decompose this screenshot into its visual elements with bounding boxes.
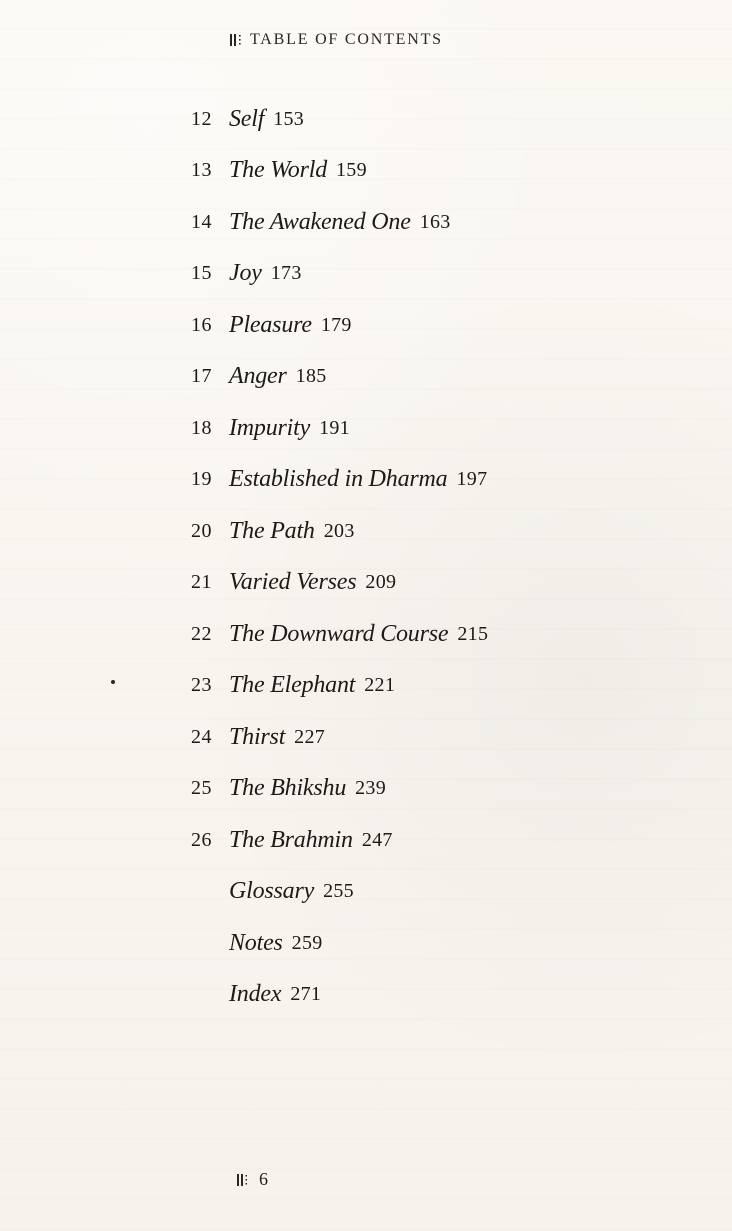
toc-title: Thirst [229, 723, 286, 750]
toc-entry [191, 917, 571, 969]
toc-entry [191, 93, 571, 145]
toc-title: Varied Verses [229, 569, 357, 596]
toc-entry [191, 969, 571, 1021]
toc-page-number: 173 [270, 262, 302, 285]
toc-page-number: 227 [294, 725, 326, 748]
toc-entry [191, 299, 571, 351]
toc-page-number: 159 [336, 159, 367, 182]
toc-number: 25 [191, 777, 212, 800]
toc-title: Established in Dharma [229, 466, 448, 493]
toc-entry [191, 351, 571, 403]
toc-number: 12 [191, 107, 212, 130]
toc-title: The Downward Course [229, 620, 449, 647]
toc-page-number: 179 [320, 313, 352, 336]
toc-page-number: 185 [295, 365, 327, 388]
running-header [228, 31, 443, 49]
toc-entry [191, 866, 571, 918]
toc-entry [191, 505, 571, 557]
toc-page-number: 259 [291, 931, 323, 954]
toc-entry [191, 196, 571, 248]
toc-entry [191, 402, 571, 454]
running-header-label: TABLE OF CONTENTS [250, 31, 443, 48]
toc-number: 23 [191, 674, 212, 697]
toc-page-number: 255 [323, 880, 354, 903]
toc-number: 24 [191, 725, 212, 748]
toc-title: Self [229, 105, 265, 132]
toc-page-number: 191 [319, 416, 350, 439]
toc-page-number: 197 [456, 468, 488, 491]
toc-number: 13 [191, 159, 212, 182]
toc-title: Joy [229, 260, 262, 287]
toc-page-number: 163 [419, 210, 451, 233]
ink-dot [111, 680, 115, 684]
toc-page-number: 221 [364, 674, 396, 697]
toc-title: The World [229, 157, 327, 184]
toc-entry [191, 711, 571, 763]
toc-entry [191, 763, 571, 815]
toc-number: 20 [191, 519, 212, 542]
toc-number: 14 [191, 210, 212, 233]
toc-title: Pleasure [229, 311, 312, 338]
toc-entry [191, 814, 571, 866]
toc-entry [191, 660, 571, 712]
toc-page-number: 215 [457, 622, 489, 645]
toc-number: 17 [191, 365, 212, 388]
toc-title: Impurity [229, 414, 311, 441]
toc-number: 16 [191, 313, 212, 336]
toc-page-number: 209 [365, 571, 397, 594]
toc-title: Anger [229, 363, 287, 390]
toc-page-number: 239 [355, 777, 387, 800]
toc-number: 15 [191, 262, 212, 285]
toc-page-number: 271 [290, 983, 322, 1006]
toc-entry [191, 248, 571, 300]
toc-number: 18 [191, 416, 212, 439]
toc-title: The Elephant [229, 672, 356, 699]
page-number: 6 [259, 1169, 268, 1189]
toc-title: The Bhikshu [229, 775, 347, 802]
toc-page-number: 247 [361, 828, 393, 851]
book-ornament-icon [228, 32, 246, 48]
toc-entry [191, 557, 571, 609]
page-footer [235, 1169, 268, 1190]
toc-entry [191, 454, 571, 506]
toc-page-number: 203 [323, 519, 355, 542]
toc-number: 22 [191, 622, 212, 645]
toc-title: Glossary [229, 878, 315, 905]
toc-number: 26 [191, 828, 212, 851]
toc-title: Index [229, 981, 282, 1008]
toc-entry [191, 145, 571, 197]
toc-title: The Awakened One [229, 208, 411, 235]
toc-entry [191, 608, 571, 660]
toc-number: 19 [191, 468, 212, 491]
table-of-contents [191, 93, 571, 1020]
toc-title: The Brahmin [229, 826, 353, 853]
toc-title: Notes [229, 929, 283, 956]
toc-page-number: 153 [273, 107, 305, 130]
book-ornament-icon [235, 1172, 251, 1187]
toc-number: 21 [191, 571, 212, 594]
toc-title: The Path [229, 517, 315, 544]
